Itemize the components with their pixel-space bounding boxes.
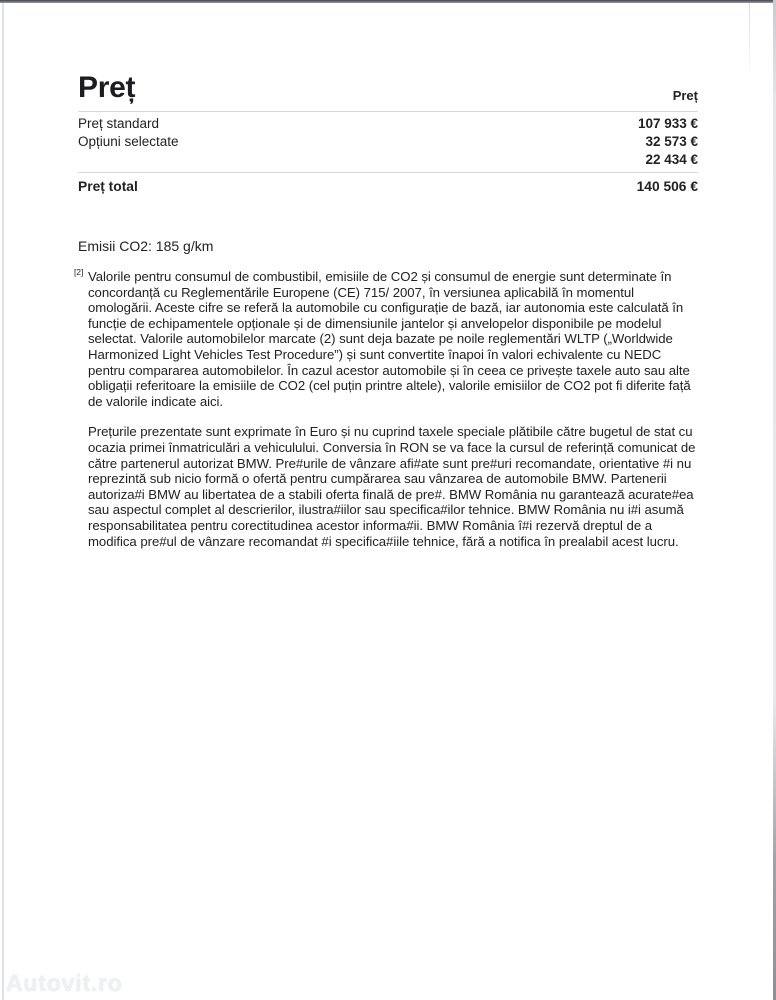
- page-inner-edge-line: [749, 3, 750, 83]
- page-left-edge: [2, 3, 4, 1000]
- document-content: [74, 0, 698, 549]
- page-title: Preț: [78, 71, 136, 104]
- price-total-value: 140 506 €: [636, 179, 698, 194]
- price-table: [78, 112, 698, 196]
- price-rows: [78, 112, 698, 169]
- co2-emissions-line: Emisii CO2: 185 g/km: [78, 238, 214, 254]
- footnote-marker: [2]: [74, 267, 84, 277]
- footnote-paragraph: [74, 267, 700, 409]
- price-row: [78, 115, 698, 133]
- price-total-label: Preț total: [78, 179, 138, 194]
- price-row: [78, 133, 698, 151]
- price-row: [78, 151, 698, 169]
- disclaimer-paragraph: Prețurile prezentate sunt exprimate în Euro și nu cuprind taxele speciale plătibile către bugetul de stat cu ocazia primei înmatriculări a vehiculului. Conversia în RON se va face la cursul de referință comunicat de către partenerul autorizat BMW. Pre#urile de vânzare afi#ate sunt pre#uri recomandate, orientative #i nu reprezintă sub nicio formă o ofertă pentru cumpărarea sau vânzarea de automobile BMW. Partenerii autoriza#i BMW au libertatea de a stabili oferta finală de pre#. BMW România nu garantează acurate#ea sau aspectul complet al descrierilor, ilustra#iilor sau specifica#ilor tehnice. BMW România nu i#i asumă responsabilitatea pentru corectitudinea acestor informa#ii. BMW România î#i rezervă dreptul de a modifica pre#ul de vânzare recomandat #i specifica#iile tehnice, fără a notifica în prealabil acest lucru.: [88, 424, 696, 549]
- footnote-text: Valorile pentru consumul de combustibil, emisiile de CO2 și consumul de energie sunt determinate în concordanță cu Reglementările Europene (CE) 715/ 2007, în versiunea aplicabilă în momentul omologării. Aceste cifre se referă la automobile cu configurație de bază, iar autonomia este calculată în funcție de echipamentele opționale și de dimensiunile jantelor și anvelopelor disponibile pe modelul selectat. Valorile automobilelor marcate (2) sunt deja bazate pe noile reglementări WLTP („Worldwide Harmonized Light Vehicles Test Procedure”) și sunt convertite înapoi în valori echivalente cu NEDC pentru compararea automobilelor. În cazul acestor automobile și în ceea ce privește taxele auto sau alte obligații referitoare la emisiile de CO2 (cel puțin printre altele), valorile emisiilor de CO2 pot fi diferite față de valorile indicate aici.: [88, 269, 691, 409]
- price-column-header: Preț: [672, 88, 698, 103]
- price-row-value: 32 573 €: [645, 134, 698, 149]
- price-row-label: Opțiuni selectate: [78, 134, 179, 149]
- price-row-label: Preț standard: [78, 116, 160, 131]
- watermark: Autovit.ro: [6, 970, 123, 996]
- price-row-value: 107 933 €: [637, 116, 698, 131]
- price-row-value: 22 434 €: [645, 152, 698, 167]
- price-section-header: [78, 72, 698, 112]
- page-top-edge: [0, 0, 776, 3]
- price-total-row: [78, 172, 698, 196]
